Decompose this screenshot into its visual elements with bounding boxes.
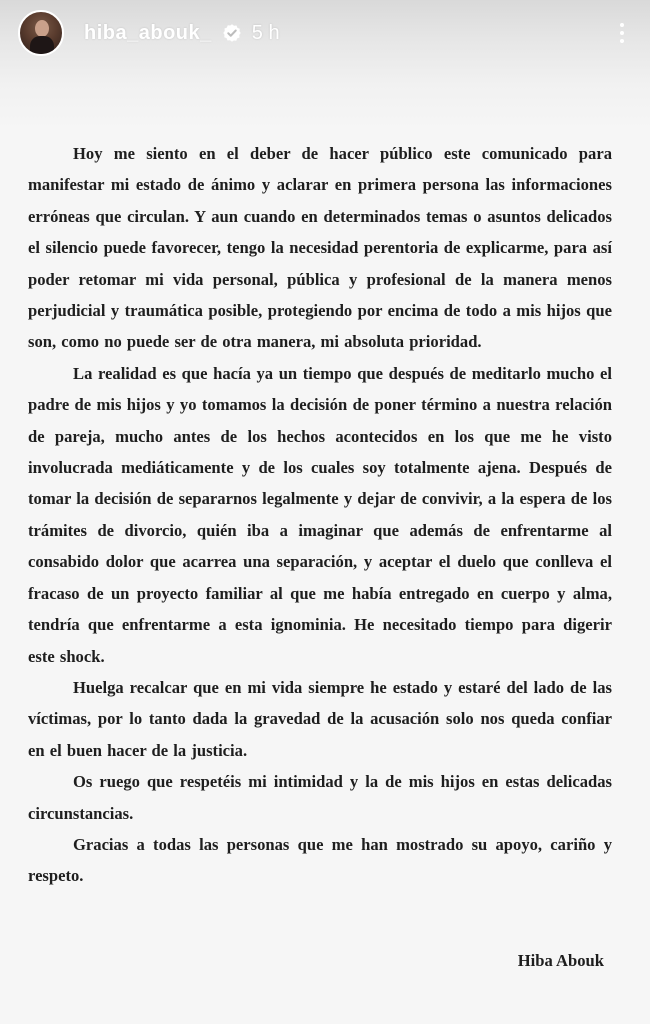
statement-paragraph: Huelga recalcar que en mi vida siempre he estado y estaré del lado de las víctimas, por lo tanto dada la gravedad de la acusación solo nos queda confiar en el buen hacer de la justicia. xyxy=(28,677,612,760)
statement-paragraph: Gracias a todas las personas que me han mostrado su apoyo, cariño y respeto. xyxy=(28,834,612,886)
statement-paragraph: La realidad es que hacía ya un tiempo que después de meditarlo mucho el padre de mis hijos y yo tomamos la decisión de poner término a nuestra relación de pareja, mucho antes de los hechos acontecidos en los que me he visto involucrada mediáticamente y de los cuales soy totalmente ajena. Después de tomar la decisión de separarnos legalmente y dejar de convivir, a la espera de los trámites de divorcio, quién iba a imaginar que además de enfrentarme al consabido dolor que acarrea una separación, y aceptar el duelo que conlleva el fracaso de un proyecto familiar al que me había entregado en cuerpo y alma, tendría que enfrentarme a esta ignominia. He necesitado tiempo para digerir este shock. xyxy=(28,363,612,666)
avatar[interactable] xyxy=(18,10,64,56)
more-dot xyxy=(620,31,624,35)
more-dot xyxy=(620,39,624,43)
statement-paragraph: Os ruego que respetéis mi intimidad y la de mis hijos en estas delicadas circunstancias. xyxy=(28,772,612,823)
avatar-face xyxy=(35,20,49,37)
story-header-row xyxy=(18,10,632,56)
more-dot xyxy=(620,23,624,27)
avatar-body xyxy=(30,36,54,56)
statement-paragraph: Hoy me siento en el deber de hacer público este comunicado para manifestar mi estado de ánimo y aclarar en primera persona las informaciones erróneas que circulan. Y aun cuando en determinados temas o asuntos delicados el silencio puede favorecer, tengo la necesidad perentoria de explicarme, para así poder retomar mi vida personal, pública y profesional de la manera menos perjudicial y traumática posible, protegiendo por encima de todo a mis hijos que son, como no puede ser de otra manera, mi absoluta prioridad. xyxy=(28,144,612,352)
story-timestamp: 5 h xyxy=(251,21,280,44)
username[interactable]: hiba_abouk_ xyxy=(84,21,212,44)
statement-letter xyxy=(28,138,612,892)
signature: Hiba Abouk xyxy=(517,951,604,970)
more-options-icon[interactable] xyxy=(612,18,632,48)
story-header xyxy=(0,0,650,130)
verified-badge-icon xyxy=(222,23,242,43)
